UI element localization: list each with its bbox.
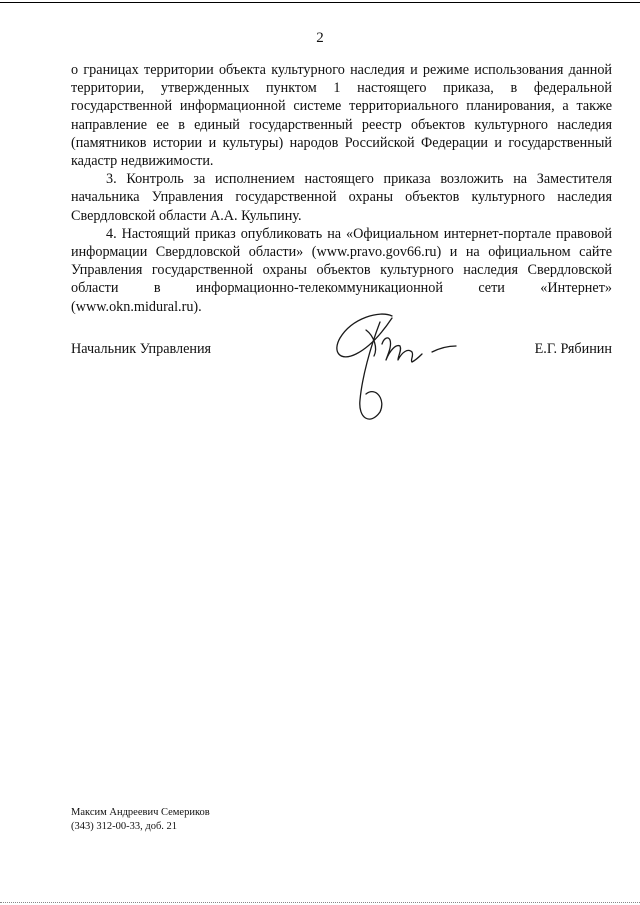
- page-top-edge: [0, 2, 640, 3]
- executor-info: [71, 806, 210, 834]
- signer-name: Е.Г. Рябинин: [534, 341, 612, 357]
- signer-position: Начальник Управления: [71, 341, 212, 357]
- document-body: [71, 61, 612, 316]
- page-bottom-edge: [0, 902, 640, 904]
- page-number: 2: [316, 30, 324, 46]
- executor-name: Максим Андреевич Семериков: [71, 807, 210, 818]
- paragraph-continuation: о границах территории объекта культурного наследия и режиме использования данной территории, утвержденных пунктом 1 настоящего приказа, в федеральной государственной информационной системе территориального планирования, а также направление ее в единый государственный реестр объектов культурного наследия (памятников истории и культуры) народов Российской Федерации и государственный кадастр недвижимости.: [71, 62, 612, 170]
- paragraph-item-4: 4. Настоящий приказ опубликовать на «Официальном интернет-портале правовой информации Свердловской области» (www.pravo.gov66.ru) и на официальном сайте Управления государственной охраны объектов культурного наследия Свердловской области в информационно-телекоммуникационной сети «Интернет» (www.okn.midural.ru).: [71, 225, 612, 315]
- executor-phone: (343) 312-00-33, доб. 21: [71, 821, 178, 832]
- handwritten-signature: [322, 308, 462, 438]
- paragraph-item-3: 3. Контроль за исполнением настоящего приказа возложить на Заместителя начальника Управления государственной охраны объектов культурного наследия Свердловской области А.А. Кульпину.: [71, 171, 612, 224]
